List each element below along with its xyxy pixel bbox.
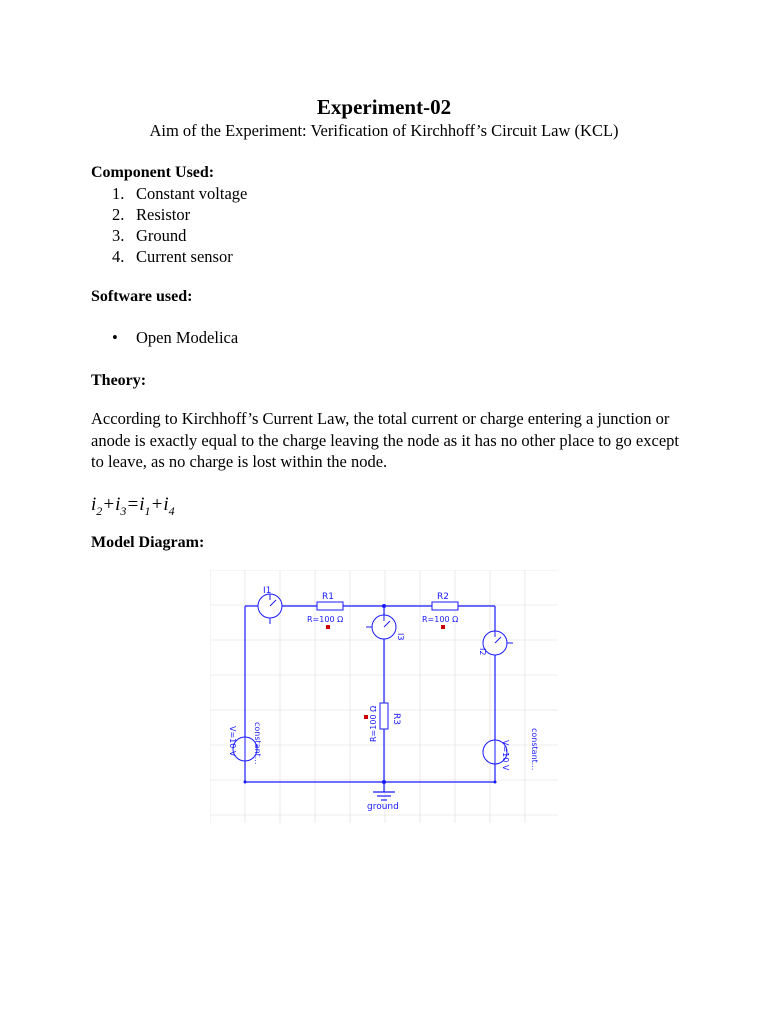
aim-text: Aim of the Experiment: Verification of Kirchhoff’s Circuit Law (KCL) [149,121,619,140]
v1-name: constant... [253,722,262,765]
v2-value: V=10 V [501,740,510,771]
r3-value: R=100 Ω [369,705,378,742]
node-dots [244,604,497,784]
v2-name: constant... [530,728,539,771]
list-number: 2. [112,205,125,224]
i2-label: I2 [478,648,487,656]
theory-heading: Theory: [91,372,147,389]
r3-label: R3 [391,713,401,725]
page-title: Experiment-02 [316,95,452,119]
software-item [112,328,238,348]
resistor-r3-icon [380,703,388,729]
list-item [112,204,247,225]
list-item [112,225,247,246]
i3-label: I3 [396,633,405,641]
r1-label: R1 [322,592,334,602]
list-number: 1. [112,184,125,203]
r2-label: R2 [437,592,449,602]
r2-value: R=100 Ω [422,615,459,624]
bullet-icon: • [112,328,118,347]
list-text: Resistor [136,205,191,224]
current-sensor-i1-icon [258,594,282,624]
list-number: 3. [112,226,125,245]
software-text: Open Modelica [136,328,239,347]
r1-value: R=100 Ω [307,615,344,624]
list-number: 4. [112,247,125,266]
list-text: Constant voltage [136,184,248,203]
list-text: Current sensor [136,247,233,266]
ground-icon [373,792,395,800]
kcl-equation: $i_2+i_3=i_1+i_4$ [91,494,175,518]
list-item [112,246,247,267]
current-sensor-i3-icon [366,615,396,639]
components-list [112,183,247,267]
model-diagram-heading: Model Diagram: [91,534,205,551]
resistor-r2-icon [432,602,458,610]
list-item [112,183,247,204]
circuit-wires [245,606,495,792]
theory-paragraph: According to Kirchhoff’s Current Law, the total current or charge entering a junction or anode is exactly equal to the charge leaving the node as it has no other place to go except to leave, as no charge is lost within the node. [91,409,679,471]
v1-value: V=10 V [228,726,237,757]
i1-label: I1 [263,586,272,596]
ground-label: ground [367,802,399,812]
components-heading: Component Used: [91,164,215,181]
circuit-diagram [210,570,558,823]
resistor-r1-icon [317,602,343,610]
list-text: Ground [136,226,187,245]
software-heading: Software used: [91,288,193,305]
